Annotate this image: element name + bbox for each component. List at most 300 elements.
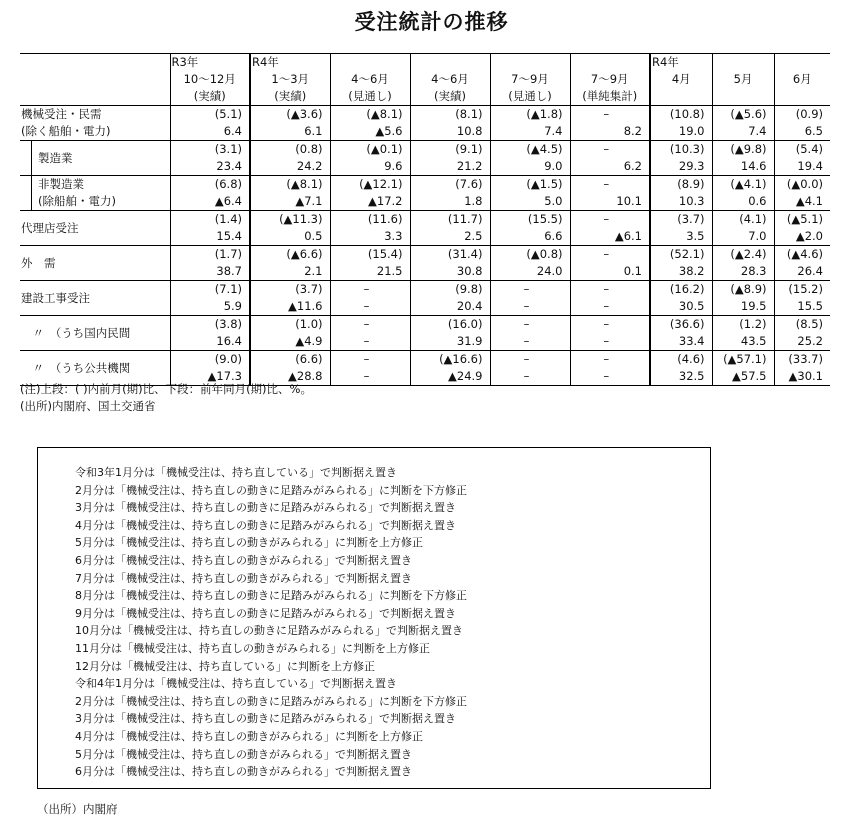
assessment-line: 10月分は「機械受注は、持ち直しの動きに足踏みがみられる」で判断据え置き <box>75 624 463 638</box>
cell-mom-value: (16.2) <box>669 282 705 296</box>
cell-mom-value: (0.8) <box>295 142 323 156</box>
table-cell <box>410 211 490 246</box>
cell-yoy-value: ▲11.6 <box>288 299 323 313</box>
table-cell <box>490 211 570 246</box>
cell-yoy-value: ▲6.4 <box>214 194 242 208</box>
table-cell <box>490 281 570 316</box>
column-header-line <box>713 54 774 71</box>
row-label <box>20 141 170 176</box>
table-cell <box>410 106 490 141</box>
assessment-line: 9月分は「機械受注は、持ち直しの動きに足踏みがみられる」で判断据え置き <box>75 606 456 620</box>
table-cell <box>330 106 410 141</box>
cell-yoy-value: ▲57.5 <box>732 369 767 383</box>
column-header <box>650 54 712 106</box>
table-cell <box>410 176 490 211</box>
table-cell <box>330 246 410 281</box>
cell-mom-value: (▲4.5) <box>526 142 563 156</box>
column-header-line: (実績) <box>193 89 226 103</box>
column-header-line: R4年 <box>652 55 679 69</box>
cell-mom-value: (15.2) <box>788 282 823 296</box>
cell-mom-value: (▲0.1) <box>366 142 403 156</box>
table-cell <box>490 176 570 211</box>
cell-yoy-value: – <box>523 334 530 348</box>
table-cell <box>330 176 410 211</box>
cell-yoy-value: 2.5 <box>464 229 483 243</box>
table-row <box>20 211 830 246</box>
column-header-line: (見通し) <box>508 89 552 103</box>
cell-mom-value: (7.1) <box>214 282 242 296</box>
column-header <box>330 54 410 106</box>
cell-yoy-value: 43.5 <box>740 334 767 348</box>
cell-yoy-value: 3.5 <box>686 229 705 243</box>
cell-yoy-value: 3.3 <box>384 229 403 243</box>
column-header-line: 4～6月 <box>431 72 469 86</box>
cell-yoy-value: ▲6.1 <box>614 229 642 243</box>
table-cell <box>712 281 774 316</box>
table-body <box>20 106 830 386</box>
cell-mom-value: (3.8) <box>214 317 242 331</box>
table-cell <box>250 246 330 281</box>
cell-mom-value: (15.4) <box>367 247 403 261</box>
cell-mom-value: (9.1) <box>455 142 483 156</box>
cell-mom-value: (▲4.6) <box>786 247 823 261</box>
assessment-line: 11月分は「機械受注は、持ち直しの動きがみられる」に判断を上方修正 <box>75 642 430 655</box>
cell-mom-value: (9.0) <box>214 352 242 366</box>
row-label-line: 代理店受注 <box>21 221 79 235</box>
cell-mom-value: (7.6) <box>455 177 483 191</box>
table-cell <box>250 106 330 141</box>
cell-mom-value: (6.8) <box>214 177 242 191</box>
cell-yoy-value: 29.3 <box>678 159 705 173</box>
cell-mom-value: – <box>603 212 610 226</box>
cell-yoy-value: 23.4 <box>216 159 242 173</box>
column-header-line <box>713 88 774 105</box>
table-cell <box>490 351 570 386</box>
cell-yoy-value: 19.0 <box>678 124 705 138</box>
cell-yoy-value: – <box>523 369 530 383</box>
cell-yoy-value: – <box>603 369 610 383</box>
cell-yoy-value: 21.2 <box>456 159 483 173</box>
cell-yoy-value: ▲17.2 <box>368 194 403 208</box>
cell-yoy-value: 38.2 <box>678 264 705 278</box>
column-header-line: (実績) <box>274 89 307 103</box>
assessment-line: 3月分は「機械受注は、持ち直しの動きに足踏みがみられる」で判断据え置き <box>75 712 456 726</box>
cell-mom-value: (9.8) <box>455 282 483 296</box>
cell-mom-value: (▲0.8) <box>526 247 563 261</box>
cell-yoy-value: ▲30.1 <box>788 369 823 383</box>
cell-yoy-value: 16.4 <box>216 334 242 348</box>
cell-yoy-value: – <box>523 299 530 313</box>
cell-yoy-value: 5.0 <box>544 194 563 208</box>
cell-mom-value: (15.5) <box>527 212 563 226</box>
table-row <box>20 316 830 351</box>
cell-mom-value: – <box>603 317 610 331</box>
table-cell <box>570 141 650 176</box>
cell-mom-value: (31.4) <box>447 247 483 261</box>
cell-mom-value: – <box>603 107 610 121</box>
column-header-line: 1～3月 <box>271 72 310 86</box>
cell-mom-value: (52.1) <box>669 247 705 261</box>
table-row <box>20 246 830 281</box>
table-cell <box>774 141 830 176</box>
cell-mom-value: (36.6) <box>669 317 705 331</box>
cell-yoy-value: 21.5 <box>376 264 403 278</box>
cell-yoy-value: 32.5 <box>678 369 705 383</box>
table-cell <box>570 281 650 316</box>
cell-mom-value: (▲4.1) <box>730 177 767 191</box>
cell-mom-value: – <box>603 177 610 191</box>
table-cell <box>250 176 330 211</box>
table-cell <box>650 316 712 351</box>
cell-yoy-value: 0.5 <box>304 229 323 243</box>
table-cell <box>774 281 830 316</box>
cell-yoy-value: 10.3 <box>678 194 705 208</box>
table-cell <box>490 141 570 176</box>
cell-mom-value: (11.6) <box>367 212 403 226</box>
box-source: （出所）内閣府 <box>37 802 118 816</box>
table-cell <box>774 316 830 351</box>
row-label-line: 外 需 <box>21 256 56 270</box>
cell-mom-value: – <box>603 247 610 261</box>
cell-mom-value: (▲11.3) <box>279 212 323 226</box>
cell-yoy-value: 7.4 <box>544 124 563 138</box>
row-label <box>20 176 170 211</box>
cell-mom-value: – <box>363 352 370 366</box>
table-row <box>20 176 830 211</box>
assessment-line: 6月分は「機械受注は、持ち直しの動きがみられる」で判断据え置き <box>75 554 412 567</box>
cell-yoy-value: 2.1 <box>304 264 323 278</box>
cell-yoy-value: – <box>603 334 610 348</box>
cell-yoy-value: – <box>363 334 370 348</box>
table-cell <box>330 141 410 176</box>
cell-mom-value: (1.7) <box>214 247 242 261</box>
cell-yoy-value: 1.8 <box>464 194 483 208</box>
cell-yoy-value: ▲17.3 <box>207 369 242 383</box>
cell-yoy-value: 14.6 <box>740 159 767 173</box>
cell-mom-value: – <box>603 352 610 366</box>
cell-mom-value: (11.7) <box>447 212 483 226</box>
table-cell <box>170 141 250 176</box>
cell-mom-value: (3.7) <box>295 282 323 296</box>
row-label <box>20 316 170 351</box>
column-header-line <box>651 88 712 105</box>
column-header <box>570 54 650 106</box>
table-cell <box>712 316 774 351</box>
table-cell <box>170 176 250 211</box>
table-cell <box>410 141 490 176</box>
table-cell <box>490 316 570 351</box>
cell-mom-value: (10.3) <box>669 142 705 156</box>
assessment-line: 4月分は「機械受注は、持ち直しの動きがみられる」に判断を上方修正 <box>75 730 423 743</box>
column-header <box>170 54 250 106</box>
cell-mom-value: (1.0) <box>295 317 323 331</box>
cell-mom-value: (▲16.6) <box>439 352 483 366</box>
table-cell <box>490 106 570 141</box>
cell-yoy-value: 6.6 <box>544 229 563 243</box>
cell-mom-value: (1.2) <box>739 317 767 331</box>
order-statistics-table <box>20 53 830 386</box>
row-label <box>20 246 170 281</box>
column-header-line <box>571 54 650 71</box>
table-cell <box>410 316 490 351</box>
cell-yoy-value: 7.4 <box>748 124 767 138</box>
row-label-line: 製造業 <box>38 151 73 165</box>
assessment-line: 令和4年1月分は「機械受注は、持ち直している」で判断据え置き <box>75 677 397 691</box>
cell-mom-value: (▲6.6) <box>286 247 323 261</box>
column-header-line <box>775 88 831 105</box>
table-cell <box>330 316 410 351</box>
table-cell <box>170 246 250 281</box>
cell-mom-value: – <box>603 282 610 296</box>
column-header-line: 10～12月 <box>183 72 236 86</box>
table-cell <box>712 351 774 386</box>
column-header-line <box>411 54 490 71</box>
cell-mom-value: (▲8.1) <box>366 107 403 121</box>
row-label-line: (除船舶・電力) <box>38 194 116 208</box>
table-cell <box>650 211 712 246</box>
column-header-line: (見通し) <box>348 89 392 103</box>
row-label <box>20 211 170 246</box>
cell-yoy-value: 24.2 <box>296 159 323 173</box>
cell-yoy-value: 8.2 <box>623 124 642 138</box>
cell-mom-value: – <box>603 142 610 156</box>
row-label <box>20 106 170 141</box>
cell-yoy-value: 19.5 <box>740 299 767 313</box>
cell-yoy-value: ▲2.0 <box>795 229 823 243</box>
column-header-line <box>491 54 570 71</box>
cell-mom-value: (3.7) <box>677 212 705 226</box>
column-header <box>250 54 330 106</box>
cell-yoy-value: 31.9 <box>456 334 483 348</box>
assessment-line: 令和3年1月分は「機械受注は、持ち直している」で判断据え置き <box>75 466 397 479</box>
cell-mom-value: (0.9) <box>795 107 823 121</box>
cell-yoy-value: – <box>603 299 610 313</box>
cell-yoy-value: 10.8 <box>456 124 483 138</box>
column-header-line: 5月 <box>733 72 753 86</box>
cell-mom-value: (8.9) <box>677 177 705 191</box>
cell-mom-value: (▲3.6) <box>286 107 323 121</box>
table-cell <box>170 316 250 351</box>
cell-yoy-value: 33.4 <box>678 334 705 348</box>
cell-yoy-value: 0.1 <box>623 264 642 278</box>
cell-yoy-value: 26.4 <box>797 264 823 278</box>
cell-yoy-value: 30.8 <box>456 264 483 278</box>
table-cell <box>712 211 774 246</box>
cell-yoy-value: ▲7.1 <box>295 194 323 208</box>
cell-yoy-value: 6.1 <box>304 124 323 138</box>
table-cell <box>570 176 650 211</box>
table-header-row <box>20 54 830 106</box>
assessment-line: 8月分は「機械受注は、持ち直しの動きに足踏みがみられる」に判断を下方修正 <box>75 589 467 603</box>
table-cell <box>774 106 830 141</box>
row-label-line: 〃 （うち国内民間 <box>21 326 131 340</box>
table-row <box>20 141 830 176</box>
cell-yoy-value: ▲4.9 <box>295 334 323 348</box>
assessment-line: 3月分は「機械受注は、持ち直しの動きに足踏みがみられる」で判断据え置き <box>75 501 456 515</box>
table-cell <box>490 246 570 281</box>
column-header-line: 4～6月 <box>351 72 389 86</box>
table-cell <box>712 106 774 141</box>
table-note: (注)上段：( )内前月(期)比、下段：前年同月(期)比、%。 <box>20 382 312 396</box>
cell-mom-value: (▲57.1) <box>723 352 767 366</box>
column-header <box>490 54 570 106</box>
column-header-line: 6月 <box>792 72 812 86</box>
table-cell <box>650 281 712 316</box>
row-label-line: (除く船舶・電力) <box>21 124 111 138</box>
column-header-line: R3年 <box>171 55 199 69</box>
table-cell <box>712 246 774 281</box>
cell-mom-value: (▲1.5) <box>526 177 563 191</box>
cell-mom-value: (8.1) <box>455 107 483 121</box>
header-corner <box>20 54 170 106</box>
cell-mom-value: (4.1) <box>739 212 767 226</box>
row-label <box>20 281 170 316</box>
cell-yoy-value: 6.4 <box>223 124 242 138</box>
assessment-line: 5月分は「機械受注は、持ち直しの動きがみられる」で判断据え置き <box>75 747 412 761</box>
cell-yoy-value: 9.6 <box>384 159 403 173</box>
cell-mom-value: (16.0) <box>447 317 483 331</box>
cell-mom-value: (10.8) <box>669 107 705 121</box>
table-cell <box>774 246 830 281</box>
cell-yoy-value: 28.3 <box>740 264 767 278</box>
table-cell <box>250 316 330 351</box>
assessment-line: 7月分は「機械受注は、持ち直しの動きがみられる」で判断据え置き <box>75 571 412 585</box>
table-cell <box>570 211 650 246</box>
table-cell <box>650 351 712 386</box>
cell-mom-value: (3.1) <box>214 142 242 156</box>
row-label-line: 建設工事受注 <box>21 291 90 305</box>
cell-mom-value: (8.5) <box>795 317 823 331</box>
table-row <box>20 106 830 141</box>
assessment-history-box <box>37 447 711 789</box>
table-cell <box>712 141 774 176</box>
assessment-line: 4月分は「機械受注は、持ち直しの動きに足踏みがみられる」で判断据え置き <box>75 518 456 532</box>
cell-yoy-value: 24.0 <box>536 264 563 278</box>
cell-yoy-value: 15.5 <box>797 299 823 313</box>
table-source: (出所)内閣府、国土交通省 <box>20 399 156 413</box>
table-cell <box>774 176 830 211</box>
table-cell <box>170 211 250 246</box>
table-cell <box>712 176 774 211</box>
column-header-line: (単純集計) <box>582 89 638 103</box>
row-label-line: 非製造業 <box>38 177 84 191</box>
table-cell <box>410 281 490 316</box>
assessment-line: 6月分は「機械受注は、持ち直しの動きがみられる」で判断据え置き <box>75 765 412 779</box>
cell-mom-value: – <box>523 352 530 366</box>
table-cell <box>650 246 712 281</box>
row-label-line: 機械受注・民需 <box>21 107 102 121</box>
cell-yoy-value: 30.5 <box>678 299 705 313</box>
table-cell <box>170 281 250 316</box>
cell-mom-value: (▲8.9) <box>730 282 767 296</box>
table-cell <box>774 211 830 246</box>
cell-mom-value: (5.4) <box>795 142 823 156</box>
table-cell <box>570 316 650 351</box>
cell-mom-value: (▲0.0) <box>786 177 823 191</box>
cell-yoy-value: 20.4 <box>456 299 483 313</box>
page-title: 受注統計の推移 <box>354 10 509 34</box>
table-cell <box>250 281 330 316</box>
cell-yoy-value: 38.7 <box>216 264 242 278</box>
cell-mom-value: (4.6) <box>677 352 705 366</box>
cell-mom-value: (▲9.8) <box>730 142 767 156</box>
cell-mom-value: (▲1.8) <box>526 107 563 121</box>
table-cell <box>330 281 410 316</box>
column-header-line: 7～9月 <box>590 72 629 86</box>
cell-mom-value: (▲8.1) <box>286 177 323 191</box>
column-header-line: 4月 <box>671 72 691 86</box>
cell-mom-value: – <box>363 282 370 296</box>
table-cell <box>330 351 410 386</box>
cell-yoy-value: – <box>363 369 370 383</box>
column-header <box>712 54 774 106</box>
cell-yoy-value: ▲4.1 <box>795 194 823 208</box>
column-header-line: 7～9月 <box>511 72 549 86</box>
table-cell <box>330 211 410 246</box>
column-header-line: R4年 <box>252 55 279 69</box>
cell-yoy-value: 6.5 <box>804 124 823 138</box>
table-cell <box>774 351 830 386</box>
table-row <box>20 281 830 316</box>
table-cell <box>250 141 330 176</box>
table-cell <box>650 106 712 141</box>
row-label-line: 〃 （うち公共機関 <box>21 361 131 375</box>
cell-yoy-value: 7.0 <box>748 229 767 243</box>
cell-yoy-value: 15.4 <box>216 229 242 243</box>
column-header-line <box>331 54 410 71</box>
column-header <box>774 54 830 106</box>
cell-yoy-value: 5.9 <box>223 299 242 313</box>
cell-mom-value: (33.7) <box>788 352 823 366</box>
cell-yoy-value: 9.0 <box>544 159 563 173</box>
cell-mom-value: (5.1) <box>214 107 242 121</box>
cell-yoy-value: 0.6 <box>748 194 767 208</box>
cell-mom-value: (6.6) <box>295 352 323 366</box>
column-header-line: (実績) <box>434 89 466 103</box>
cell-yoy-value: 6.2 <box>623 159 642 173</box>
table-cell <box>570 246 650 281</box>
cell-yoy-value: 19.4 <box>797 159 823 173</box>
cell-mom-value: – <box>523 317 530 331</box>
assessment-line: 5月分は「機械受注は、持ち直しの動きがみられる」に判断を上方修正 <box>75 536 423 550</box>
cell-yoy-value: ▲5.6 <box>375 124 403 138</box>
table-cell <box>650 141 712 176</box>
table-cell <box>250 211 330 246</box>
table-cell <box>410 246 490 281</box>
cell-mom-value: (1.4) <box>214 212 242 226</box>
table-cell <box>650 176 712 211</box>
cell-yoy-value: – <box>363 299 370 313</box>
assessment-line: 2月分は「機械受注は、持ち直しの動きに足踏みがみられる」に判断を下方修正 <box>75 694 467 708</box>
cell-mom-value: (▲12.1) <box>359 177 403 191</box>
cell-mom-value: (▲5.6) <box>730 107 767 121</box>
table-cell <box>570 351 650 386</box>
cell-mom-value: (▲2.4) <box>730 247 767 261</box>
cell-mom-value: – <box>523 282 530 296</box>
cell-mom-value: – <box>363 317 370 331</box>
cell-mom-value: (▲5.1) <box>786 212 823 226</box>
column-header <box>410 54 490 106</box>
column-header-line <box>775 54 831 71</box>
table-cell <box>410 351 490 386</box>
cell-yoy-value: ▲28.8 <box>288 369 323 383</box>
table-cell <box>170 106 250 141</box>
table-cell <box>570 106 650 141</box>
cell-yoy-value: 10.1 <box>616 194 642 208</box>
assessment-line: 12月分は「機械受注は、持ち直している」に判断を上方修正 <box>75 659 375 673</box>
cell-yoy-value: 25.2 <box>797 334 823 348</box>
cell-yoy-value: ▲24.9 <box>448 369 483 383</box>
